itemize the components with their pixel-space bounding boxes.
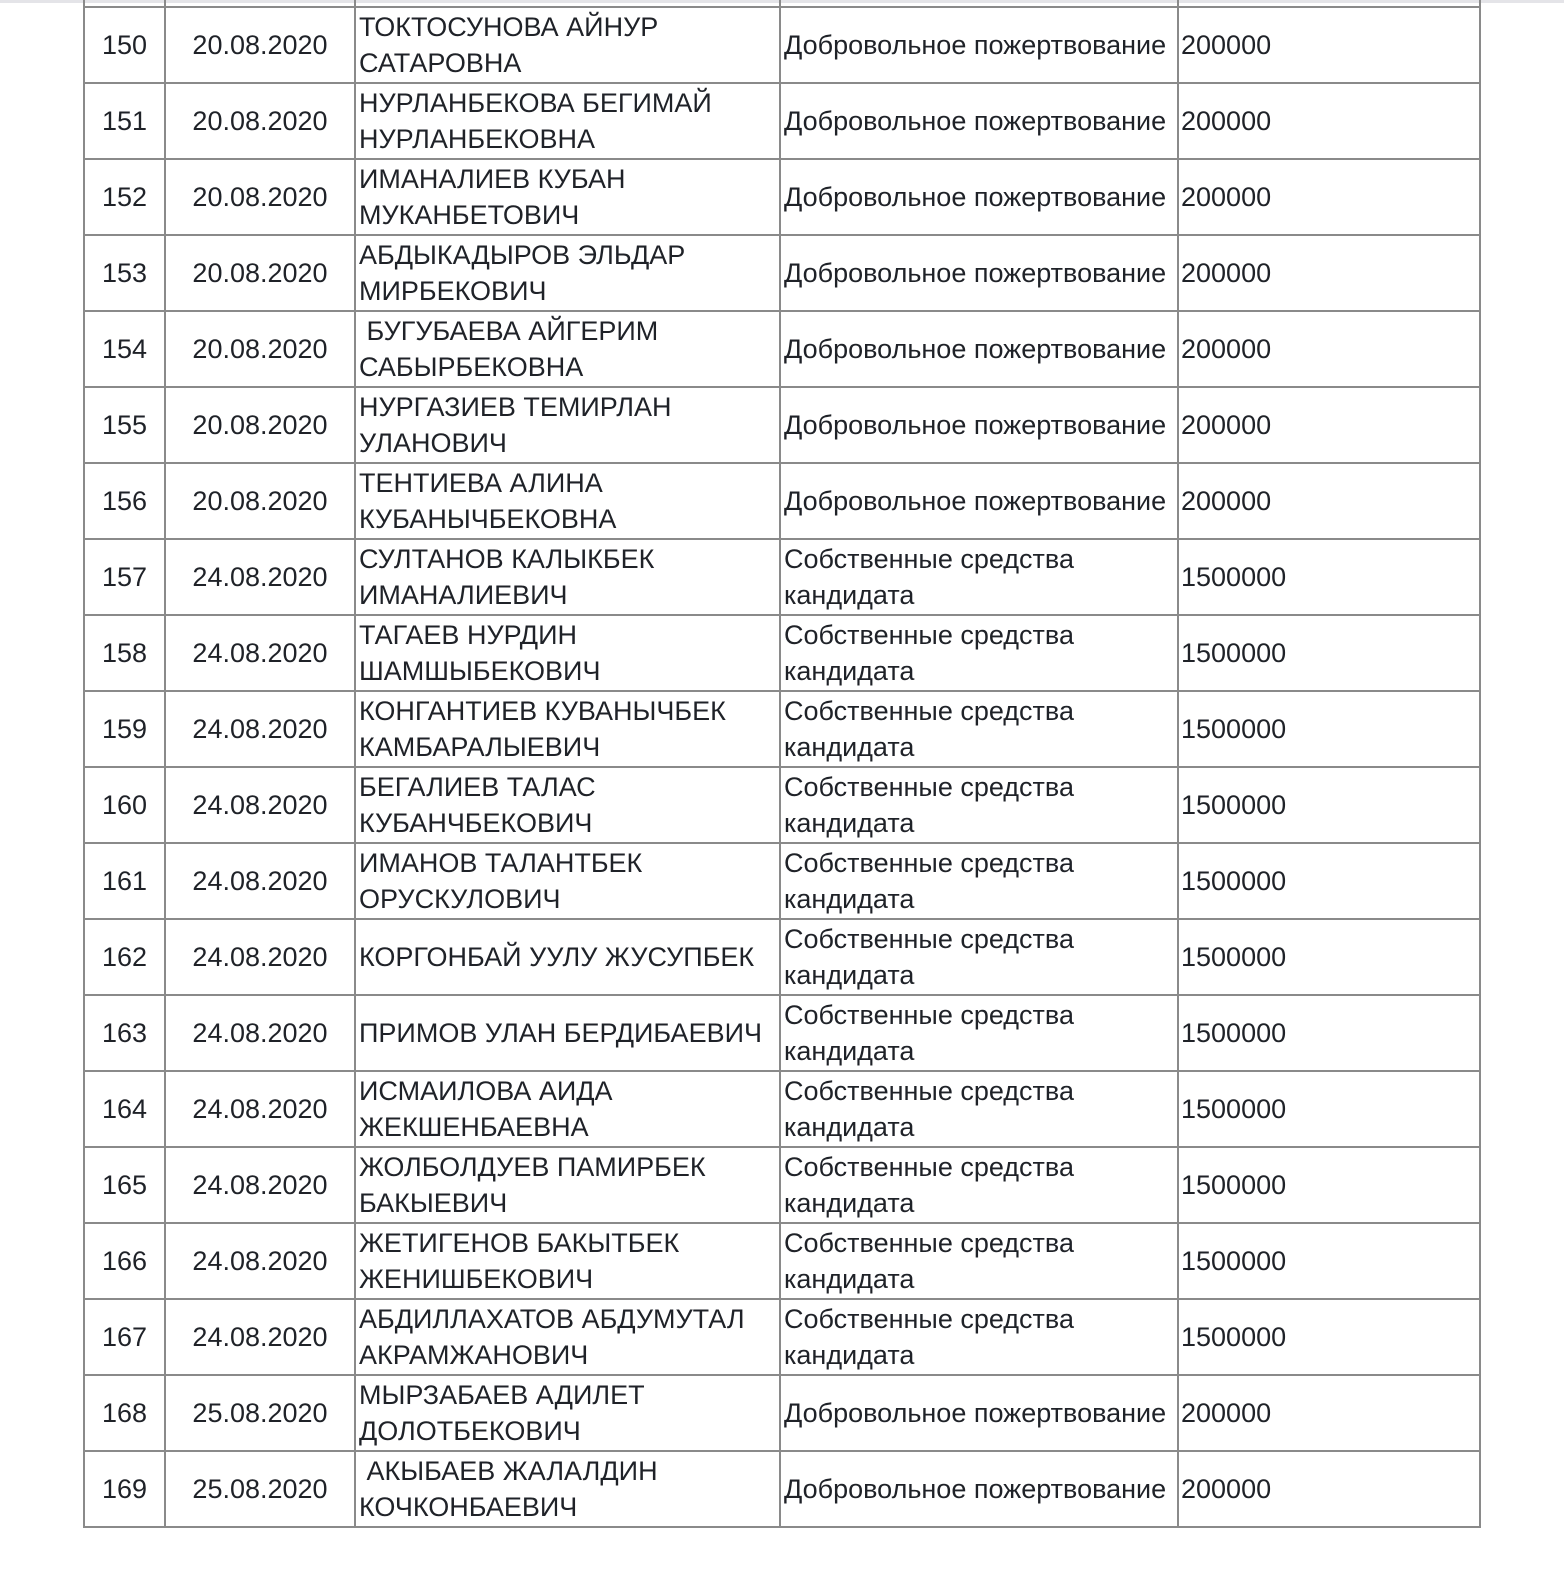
table-row <box>84 159 1480 235</box>
cell-number: 168 <box>84 1375 165 1451</box>
table-row <box>84 1451 1480 1527</box>
cell-date: 24.08.2020 <box>165 1071 355 1147</box>
cell-number: 166 <box>84 1223 165 1299</box>
cell-amount: 200000 <box>1178 7 1480 83</box>
cell-amount: 200000 <box>1178 159 1480 235</box>
table-row <box>84 767 1480 843</box>
cell-amount: 1500000 <box>1178 995 1480 1071</box>
cell-number: 162 <box>84 919 165 995</box>
cell-date: 24.08.2020 <box>165 919 355 995</box>
cell-type: Добровольное пожертвование <box>780 463 1178 539</box>
table-row <box>84 995 1480 1071</box>
cell-amount: 200000 <box>1178 1375 1480 1451</box>
table-row <box>84 463 1480 539</box>
cell-amount <box>1178 0 1480 7</box>
cell-date: 24.08.2020 <box>165 1299 355 1375</box>
cell-type: Собственные средства кандидата <box>780 1147 1178 1223</box>
cell-name: КОНГАНТИЕВ КУВАНЫЧБЕК КАМБАРАЛЫЕВИЧ <box>355 691 780 767</box>
cell-name: АКЫБАЕВ ЖАЛАЛДИН КОЧКОНБАЕВИЧ <box>355 1451 780 1527</box>
cell-name: ИМАНАЛИЕВ КУБАН МУКАНБЕТОВИЧ <box>355 159 780 235</box>
cell-name: ПРИМОВ УЛАН БЕРДИБАЕВИЧ <box>355 995 780 1071</box>
cell-name: НУРЛАНБЕКОВА БЕГИМАЙ НУРЛАНБЕКОВНА <box>355 83 780 159</box>
cell-type <box>780 0 1178 7</box>
table-row <box>84 539 1480 615</box>
cell-number: 163 <box>84 995 165 1071</box>
cell-date: 24.08.2020 <box>165 843 355 919</box>
cell-date: 20.08.2020 <box>165 83 355 159</box>
cell-type: Добровольное пожертвование <box>780 1451 1178 1527</box>
cell-number: 159 <box>84 691 165 767</box>
cell-date: 24.08.2020 <box>165 1223 355 1299</box>
table-row <box>84 843 1480 919</box>
cell-name: БЕГАЛИЕВ ТАЛАС КУБАНЧБЕКОВИЧ <box>355 767 780 843</box>
cell-type: Добровольное пожертвование <box>780 83 1178 159</box>
cell-number: 156 <box>84 463 165 539</box>
cell-name: НУРГАЗИЕВ ТЕМИРЛАН УЛАНОВИЧ <box>355 387 780 463</box>
table-row <box>84 691 1480 767</box>
cell-amount: 200000 <box>1178 83 1480 159</box>
cell-date: 20.08.2020 <box>165 235 355 311</box>
table-row <box>84 387 1480 463</box>
cell-date <box>165 0 355 7</box>
cell-name: ТАГАЕВ НУРДИН ШАМШЫБЕКОВИЧ <box>355 615 780 691</box>
cell-type: Собственные средства кандидата <box>780 691 1178 767</box>
cell-name: АБДИЛЛАХАТОВ АБДУМУТАЛ АКРАМЖАНОВИЧ <box>355 1299 780 1375</box>
cell-number: 158 <box>84 615 165 691</box>
donations-table-container <box>83 0 1479 1528</box>
cell-amount: 1500000 <box>1178 843 1480 919</box>
cell-number: 153 <box>84 235 165 311</box>
cell-name: ТОКТОСУНОВА АЙНУР САТАРОВНА <box>355 7 780 83</box>
cell-name: МЫРЗАБАЕВ АДИЛЕТ ДОЛОТБЕКОВИЧ <box>355 1375 780 1451</box>
cell-amount: 200000 <box>1178 1451 1480 1527</box>
cell-amount: 200000 <box>1178 387 1480 463</box>
cell-number: 151 <box>84 83 165 159</box>
table-row <box>84 311 1480 387</box>
cell-amount: 200000 <box>1178 311 1480 387</box>
donations-table-body <box>84 0 1480 1527</box>
cell-number: 161 <box>84 843 165 919</box>
cell-date: 20.08.2020 <box>165 311 355 387</box>
cell-type: Собственные средства кандидата <box>780 1071 1178 1147</box>
cell-name: БУГУБАЕВА АЙГЕРИМ САБЫРБЕКОВНА <box>355 311 780 387</box>
cell-type: Собственные средства кандидата <box>780 919 1178 995</box>
table-row-partial <box>84 0 1480 7</box>
table-row <box>84 1223 1480 1299</box>
cell-type: Добровольное пожертвование <box>780 7 1178 83</box>
cell-amount: 200000 <box>1178 463 1480 539</box>
cell-number: 167 <box>84 1299 165 1375</box>
cell-number: 150 <box>84 7 165 83</box>
cell-name: КОРГОНБАЙ УУЛУ ЖУСУПБЕК <box>355 919 780 995</box>
cell-amount: 1500000 <box>1178 1223 1480 1299</box>
cell-name: ЖЕТИГЕНОВ БАКЫТБЕК ЖЕНИШБЕКОВИЧ <box>355 1223 780 1299</box>
table-row <box>84 919 1480 995</box>
table-row <box>84 1375 1480 1451</box>
cell-date: 25.08.2020 <box>165 1451 355 1527</box>
donations-table <box>83 0 1481 1528</box>
cell-date: 25.08.2020 <box>165 1375 355 1451</box>
table-row <box>84 615 1480 691</box>
cell-number: 154 <box>84 311 165 387</box>
cell-name: ЖОЛБОЛДУЕВ ПАМИРБЕК БАКЫЕВИЧ <box>355 1147 780 1223</box>
cell-type: Собственные средства кандидата <box>780 995 1178 1071</box>
table-row <box>84 1299 1480 1375</box>
cell-date: 24.08.2020 <box>165 767 355 843</box>
cell-type: Добровольное пожертвование <box>780 1375 1178 1451</box>
cell-name: ТЕНТИЕВА АЛИНА КУБАНЫЧБЕКОВНА <box>355 463 780 539</box>
cell-type: Собственные средства кандидата <box>780 615 1178 691</box>
table-row <box>84 83 1480 159</box>
cell-type: Добровольное пожертвование <box>780 387 1178 463</box>
cell-amount: 1500000 <box>1178 539 1480 615</box>
cell-name: АБДЫКАДЫРОВ ЭЛЬДАР МИРБЕКОВИЧ <box>355 235 780 311</box>
cell-amount: 1500000 <box>1178 1071 1480 1147</box>
cell-number: 169 <box>84 1451 165 1527</box>
table-row <box>84 1071 1480 1147</box>
table-row <box>84 235 1480 311</box>
cell-type: Собственные средства кандидата <box>780 1223 1178 1299</box>
cell-name: ИСМАИЛОВА АИДА ЖЕКШЕНБАЕВНА <box>355 1071 780 1147</box>
cell-number: 155 <box>84 387 165 463</box>
cell-amount: 1500000 <box>1178 615 1480 691</box>
cell-date: 20.08.2020 <box>165 159 355 235</box>
cell-date: 24.08.2020 <box>165 539 355 615</box>
cell-type: Собственные средства кандидата <box>780 1299 1178 1375</box>
cell-amount: 1500000 <box>1178 919 1480 995</box>
cell-type: Добровольное пожертвование <box>780 311 1178 387</box>
cell-date: 20.08.2020 <box>165 387 355 463</box>
table-row <box>84 1147 1480 1223</box>
cell-amount: 200000 <box>1178 235 1480 311</box>
cell-type: Собственные средства кандидата <box>780 539 1178 615</box>
cell-number: 160 <box>84 767 165 843</box>
cell-name: СУЛТАНОВ КАЛЫКБЕК ИМАНАЛИЕВИЧ <box>355 539 780 615</box>
cell-name: ИМАНОВ ТАЛАНТБЕК ОРУСКУЛОВИЧ <box>355 843 780 919</box>
cell-type: Собственные средства кандидата <box>780 843 1178 919</box>
cell-date: 24.08.2020 <box>165 691 355 767</box>
cell-amount: 1500000 <box>1178 1299 1480 1375</box>
cell-date: 24.08.2020 <box>165 615 355 691</box>
cell-type: Собственные средства кандидата <box>780 767 1178 843</box>
cell-type: Добровольное пожертвование <box>780 159 1178 235</box>
cell-number: 157 <box>84 539 165 615</box>
cell-type: Добровольное пожертвование <box>780 235 1178 311</box>
cell-amount: 1500000 <box>1178 767 1480 843</box>
cell-amount: 1500000 <box>1178 1147 1480 1223</box>
cell-number: 152 <box>84 159 165 235</box>
cell-name <box>355 0 780 7</box>
cell-number: 164 <box>84 1071 165 1147</box>
cell-amount: 1500000 <box>1178 691 1480 767</box>
table-row <box>84 7 1480 83</box>
cell-date: 24.08.2020 <box>165 1147 355 1223</box>
cell-number <box>84 0 165 7</box>
cell-date: 20.08.2020 <box>165 463 355 539</box>
cell-date: 20.08.2020 <box>165 7 355 83</box>
cell-date: 24.08.2020 <box>165 995 355 1071</box>
cell-number: 165 <box>84 1147 165 1223</box>
